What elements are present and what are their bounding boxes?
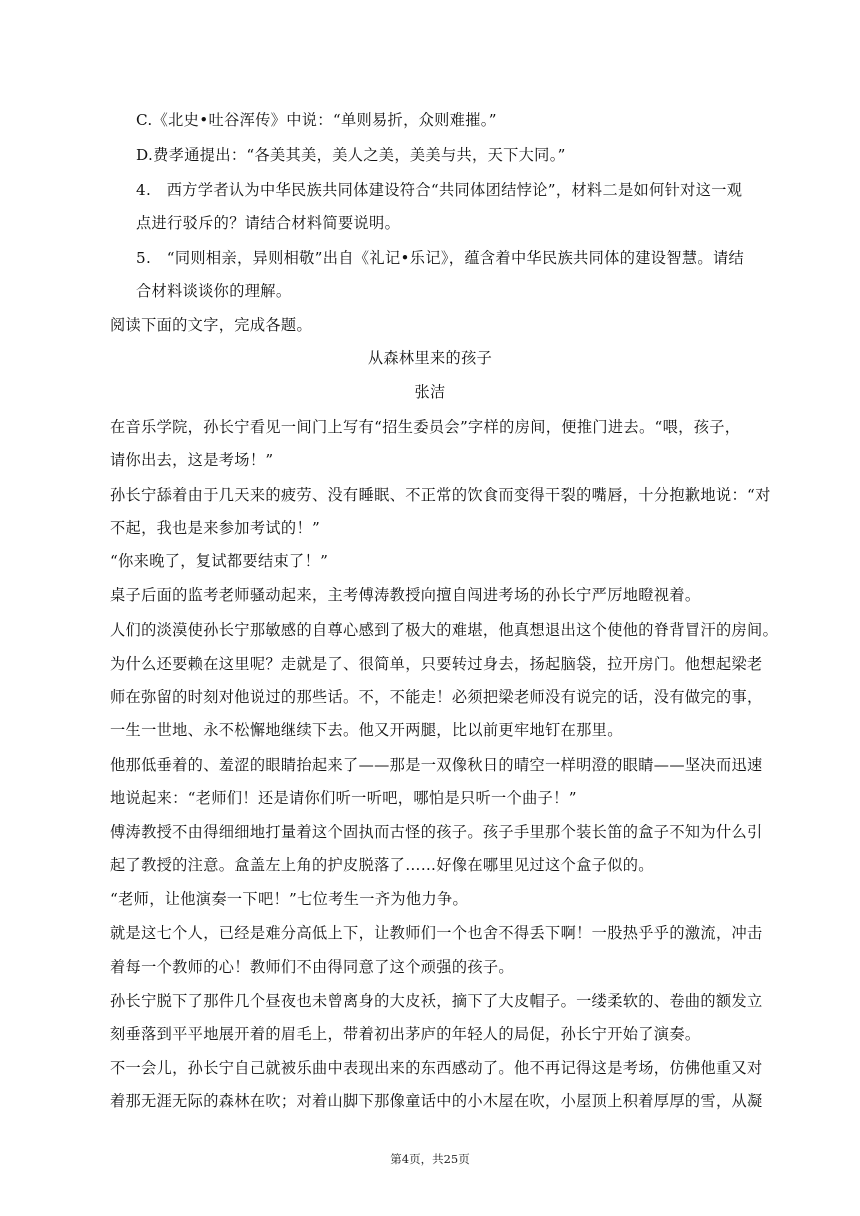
paragraph-line: 地说起来：“老师们！还是请你们听一听吧，哪怕是只听一个曲子！” (110, 789, 577, 807)
article-title: 从森林里来的孩子 (367, 349, 493, 367)
paragraph-line: 为什么还要赖在这里呢？走就是了、很简单，只要转过身去，扬起脑袋，拉开房门。他想起梁老 (110, 655, 763, 673)
option-d: D.费孝通提出：“各美其美，美人之美，美美与共，天下大同。” (136, 146, 566, 164)
paragraph-line: 在音乐学院，孙长宁看见一间门上写有“招生委员会”字样的房间，便推门进去。“喂，孩子， (110, 418, 741, 436)
question-5-line-1: 5. “同则相亲，异则相敬”出自《礼记•乐记》，蕴含着中华民族共同体的建设智慧。请结 (136, 249, 745, 267)
paragraph-line: “你来晚了，复试都要结束了！” (110, 552, 329, 570)
paragraph-line: 就是这七个人，已经是难分高低上下，让教师们一个也舍不得丢下啊！一股热乎乎的激流，冲击 (110, 924, 763, 942)
question-5-line-2: 合材料谈谈你的理解。 (136, 282, 292, 300)
paragraph-line: 着每一个教师的心！教师们不由得同意了这个顽强的孩子。 (110, 958, 514, 976)
paragraph-line: 孙长宁舔着由于几天来的疲劳、没有睡眠、不正常的饮食而变得干裂的嘴唇，十分抱歉地说：“对 (110, 486, 771, 504)
paragraph-line: 刻垂落到平平地展开着的眉毛上，带着初出茅庐的年轻人的局促，孙长宁开始了演奏。 (110, 1025, 701, 1043)
option-c: C.《北史•吐谷浑传》中说：“单则易折，众则难摧。” (136, 111, 497, 129)
reading-instruction: 阅读下面的文字，完成各题。 (110, 316, 312, 334)
paragraph-line: 一生一世地、永不松懈地继续下去。他又开两腿，比以前更牢地钉在那里。 (110, 721, 623, 739)
paragraph-line: 傅涛教授不由得细细地打量着这个固执而古怪的孩子。孩子手里那个装长笛的盒子不知为什么引 (110, 823, 763, 841)
question-4-line-2: 点进行驳斥的？请结合材料简要说明。 (136, 214, 401, 232)
page-footer: 第4页，共25页 (390, 1152, 470, 1166)
paragraph-line: 起了教授的注意。盒盖左上角的护皮脱落了……好像在哪里见过这个盒子似的。 (110, 856, 654, 874)
paragraph-line: 不起，我也是来参加考试的！” (110, 519, 321, 537)
paragraph-line: 孙长宁脱下了那件几个昼夜也未曾离身的大皮袄，摘下了大皮帽子。一缕柔软的、卷曲的额发立 (110, 992, 763, 1010)
paragraph-line: 他那低垂着的、羞涩的眼睛抬起来了——那是一双像秋日的晴空一样明澄的眼睛——坚决而迅速 (110, 756, 763, 774)
article-author: 张洁 (414, 383, 446, 401)
paragraph-line: 师在弥留的时刻对他说过的那些话。不，不能走！必须把梁老师没有说完的话，没有做完的事， (110, 688, 763, 706)
paragraph-line: “老师，让他演奏一下吧！”七位考生一齐为他力争。 (110, 890, 469, 908)
paragraph-line: 桌子后面的监考老师骚动起来，主考傅涛教授向擅自闯进考场的孙长宁严厉地瞪视着。 (110, 586, 701, 604)
paragraph-line: 不一会儿，孙长宁自己就被乐曲中表现出来的东西感动了。他不再记得这是考场，仿佛他重又对 (110, 1059, 763, 1077)
paragraph-line: 人们的淡漠使孙长宁那敏感的自尊心感到了极大的难堪，他真想退出这个使他的脊背冒汗的房间。 (110, 621, 779, 639)
question-4-line-1: 4. 西方学者认为中华民族共同体建设符合“共同体团结悖论”，材料二是如何针对这一观 (136, 181, 743, 199)
paragraph-line: 着那无涯无际的森林在吹；对着山脚下那像童话中的小木屋在吹，小屋顶上积着厚厚的雪，从凝 (110, 1092, 763, 1110)
paragraph-line: 请你出去，这是考场！” (110, 451, 274, 469)
